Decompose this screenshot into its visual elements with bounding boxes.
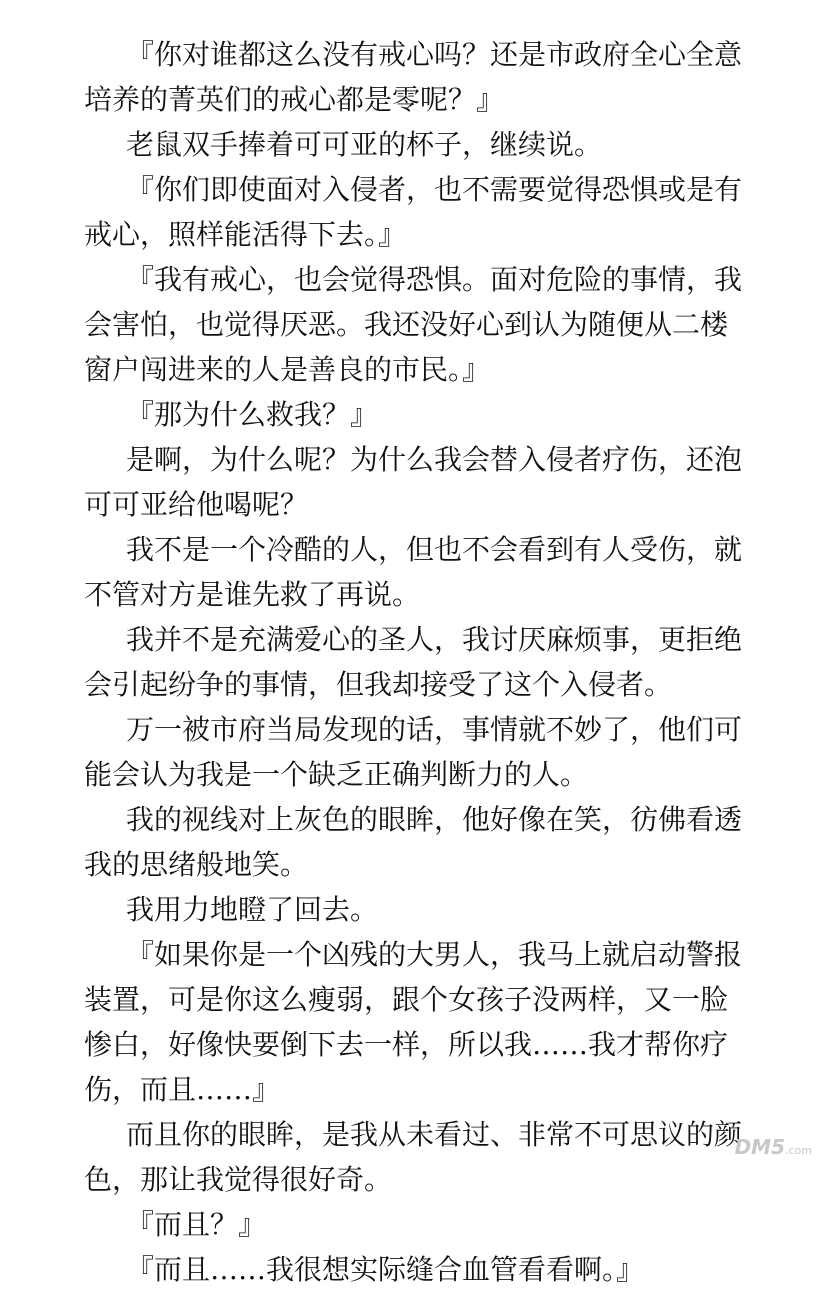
site-watermark <box>735 1135 812 1159</box>
watermark-brand: DM5 <box>734 1135 785 1159</box>
paragraph: 是啊，为什么呢？为什么我会替入侵者疗伤，还泡可可亚给他喝呢？ <box>84 443 743 521</box>
paragraph: 老鼠双手捧着可可亚的杯子，继续说。 <box>126 128 603 161</box>
paragraph: 『那为什么救我？』 <box>126 398 379 431</box>
paragraph: 『你们即使面对入侵者，也不需要觉得恐惧或是有戒心，照样能活得下去。』 <box>84 173 743 251</box>
paragraph: 『你对谁都这么没有戒心吗？还是市政府全心全意培养的菁英们的戒心都是零呢？』 <box>84 38 743 116</box>
paragraph: 『而且？』 <box>126 1208 267 1241</box>
paragraph: 我用力地瞪了回去。 <box>126 893 379 926</box>
paragraph: 『我有戒心，也会觉得恐惧。面对危险的事情，我会害怕，也觉得厌恶。我还没好心到认为随便从二楼窗户闯进来的人是善良的市民。』 <box>84 263 743 386</box>
watermark-suffix: .com <box>785 1144 812 1157</box>
paragraph: 万一被市府当局发现的话，事情就不妙了，他们可能会认为我是一个缺乏正确判断力的人。 <box>84 713 743 791</box>
body-text <box>84 32 754 1292</box>
paragraph: 而且你的眼眸，是我从未看过、非常不可思议的颜色，那让我觉得很好奇。 <box>84 1118 743 1196</box>
paragraph: 我并不是充满爱心的圣人，我讨厌麻烦事，更拒绝会引起纷争的事情，但我却接受了这个入侵者。 <box>84 623 743 701</box>
paragraph: 我不是一个冷酷的人，但也不会看到有人受伤，就不管对方是谁先救了再说。 <box>84 533 743 611</box>
paragraph: 『如果你是一个凶残的大男人，我马上就启动警报装置，可是你这么瘦弱，跟个女孩子没两样，又一脸惨白，好像快要倒下去一样，所以我……我才帮你疗伤，而且……』 <box>84 938 743 1106</box>
paragraph: 我的视线对上灰色的眼眸，他好像在笑，彷佛看透我的思绪般地笑。 <box>84 803 743 881</box>
paragraph: 『而且……我很想实际缝合血管看看啊。』 <box>126 1253 645 1286</box>
